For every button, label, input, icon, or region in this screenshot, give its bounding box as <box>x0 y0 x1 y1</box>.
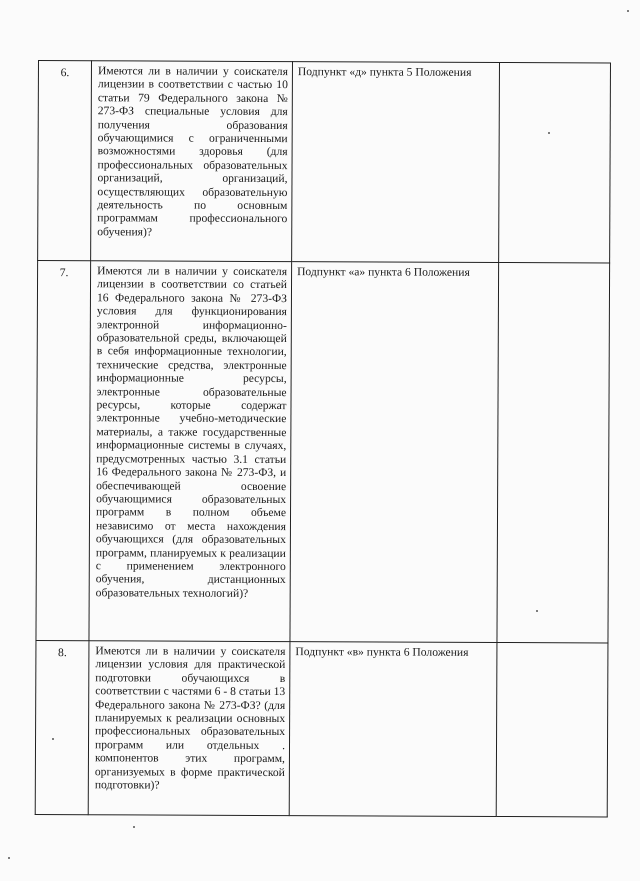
checklist-table <box>35 60 611 817</box>
reference-cell <box>292 62 500 263</box>
reference-cell <box>290 262 499 643</box>
reference-text: Подпункт «д» пункта 5 Положения <box>297 65 472 79</box>
question-text: Имеются ли в наличии у соискателя лицензии условия для практической подготовки обучающихся в соответствии с частями 6 - 8 статьи 13 Федерального закона № 273-ФЗ? (для планируемых к реализации основных профессиональных образовательных программ или отдельных . компонентов этих программ, организуемых в форме практической подготовки)? <box>94 644 286 792</box>
question-text: Имеются ли в наличии у соискателя лицензии в соответствии с частью 10 статьи 79 Федерального закона № 273-ФЗ специальные условия для получения образования обучающимися с ограниченными возможностями здоровья (для профессиональных образовательных организаций, организаций, осуществляющих образовательную деятельность по основным программам профессионального обучения)? <box>97 64 288 239</box>
reference-cell <box>289 642 497 817</box>
scan-speck <box>627 10 629 12</box>
row-number-cell <box>36 261 91 641</box>
answer-cell <box>496 643 608 817</box>
answer-cell <box>497 263 610 643</box>
table-row <box>36 261 610 643</box>
scan-speck <box>8 857 10 859</box>
table-row <box>38 61 611 263</box>
question-cell <box>91 61 293 262</box>
scan-speck <box>52 738 54 740</box>
question-cell <box>89 261 292 642</box>
scan-speck <box>548 132 550 134</box>
row-number: 7. <box>59 266 69 280</box>
reference-text: Подпункт «в» пункта 6 Положения <box>295 645 469 659</box>
table-row <box>35 640 608 816</box>
scan-speck <box>536 610 538 612</box>
row-number-cell <box>35 640 89 814</box>
scan-speck <box>133 826 135 828</box>
question-text: Имеются ли в наличии у соискателя лицензии в соответствии со статьей 16 Федерального закона № 273-ФЗ условия для функционирования электронной информационно-образовательной среды, включающей в себя информационные технологии, технические средства, электронные информационные ресурсы, электронные образовательные ресурсы, которые содержат электронные учебно-методические материалы, а также государственные информационные системы в случаях, предусмотренных частью 3.1 статьи 16 Федерального закона № 273-ФЗ, и обеспечивающей освоение обучающимися образовательных программ в полном объеме независимо от места нахождения обучающихся (для образовательных программ, планируемых к реализации с применением электронного обучения, дистанционных образовательных технологий)? <box>95 264 288 600</box>
reference-text: Подпункт «а» пункта 6 Положения <box>297 265 470 279</box>
row-number: 6. <box>60 66 70 80</box>
row-number-cell <box>38 61 92 261</box>
answer-cell <box>499 63 611 263</box>
row-number: 8. <box>58 646 67 660</box>
question-cell <box>88 641 290 816</box>
